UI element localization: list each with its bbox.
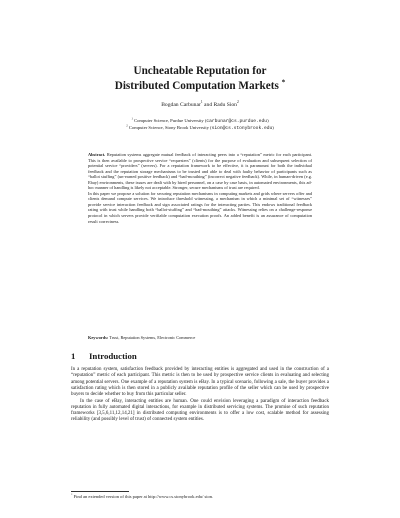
title-line-2	[0, 79, 400, 94]
section-number: 1	[71, 351, 76, 361]
title-footnote-mark: *	[281, 78, 286, 87]
author-1: Bogdan Carbunar	[161, 102, 201, 108]
author-2-affil-mark: 2	[236, 100, 239, 105]
author-separator: and	[202, 102, 214, 108]
footnote-mark: *	[71, 492, 73, 497]
affiliation-1-close: )	[267, 118, 269, 123]
affiliation-1-email: carbunar@cs.purdue.edu	[206, 119, 268, 124]
affiliation-2-text: Computer Science, Stony Brook University (	[128, 125, 212, 130]
intro-paragraph-1: In a reputation system, satisfaction feedback provided by interacting entities is aggregated and used in the construction of a “reputation” metric of each participant. This metric is then to be used by prospective service clients in evaluating and selecting among potential servers. One example of a reputation system is eBay. In a typical scenario, following a sale, the buyer provides a satisfaction rating which is then stored in a publicly available reputation profile of the seller which can be used by prospective buyers to decide whether to buy from this particular seller.	[71, 367, 329, 397]
title-line-1: Uncheatable Reputation for	[133, 65, 267, 77]
authors	[0, 102, 400, 109]
section-body	[71, 367, 329, 424]
footnote-text: Find an extended version of this paper at http://www.cs.stonybrook.edu/ sion.	[73, 494, 214, 499]
author-2: Radu Sion	[213, 102, 237, 108]
affiliation-2	[0, 125, 400, 132]
section-heading	[71, 351, 329, 361]
keywords-text: Trust, Reputation Systems, Electronic Commerce	[109, 335, 196, 340]
keywords-label: Keywords:	[88, 335, 109, 340]
affiliation-2-email: sion@cs.stonybrook.edu	[211, 126, 273, 131]
keywords	[88, 335, 312, 341]
affiliations	[0, 118, 400, 132]
affiliation-1-text: Computer Science, Purdue University (	[134, 118, 207, 123]
affiliation-2-close: )	[272, 125, 274, 130]
abstract-label: Abstract.	[88, 152, 106, 157]
footnote-rule	[71, 491, 129, 492]
abstract-text-1: Reputation systems aggregate mutual feedback of interacting peers into a “reputation” metric for each participant. This is then available to prospective service “requesters” (clients) for the purpose of evaluation and subsequent selection of potential service “providers” (servers). For a reputation framework to be effective, it is paramount for both the individual feedback and the reputation storage mechanisms to be trusted and able to deal with faulty behavior of participants such as “ballot stuffing” (un-earned positive feedback) and “bad-mouthing” (incorrect negative feedback). While, in human-driven (e.g. Ebay) environments, these issues are dealt with by hired personnel, on a case by case basis, in automated environments, this ad-hoc manner of handling is likely not acceptable. Stronger, secure mechanisms of trust are required.	[88, 152, 312, 191]
footnote	[71, 494, 329, 500]
abstract	[88, 152, 312, 224]
abstract-paragraph-2: In this paper we propose a solution for securing reputation mechanisms in computing markets and grids where servers offer and clients demand compute services. We introduce threshold witnessing, a mechanism in which a minimal set of “witnesses” provide service interaction feedback and sign associated ratings for the interacting parties. This endows traditional feedback rating with trust while handling both “ballot-stuffing” and “bad-mouthing” attacks. Witnessing relies on a challenge-response protocol in which servers provide verifiable computation execution proofs. An added benefit is an assurance of computation result correctness.	[88, 190, 312, 224]
intro-paragraph-2: In the case of eBay, interacting entities are human. One could envision leveraging a paradigm of interaction feedback reputation in fully automated digital interactions, for example in distributed servicing systems. The promise of such reputation frameworks [3,5,6,11,12,14,21] in distributed computing environments is to offer a low cost, scalable method for assessing reliability (and possibly level of trust) of connected system entities.	[71, 398, 329, 423]
affiliation-2-mark: 2	[126, 123, 128, 128]
paper-title	[0, 64, 400, 94]
title-line-2-text: Distributed Computation Markets	[114, 80, 279, 92]
affiliation-1-mark: 1	[131, 116, 133, 121]
author-1-affil-mark: 1	[200, 100, 203, 105]
abstract-paragraph-1	[88, 152, 312, 191]
section-title: Introduction	[89, 351, 137, 361]
